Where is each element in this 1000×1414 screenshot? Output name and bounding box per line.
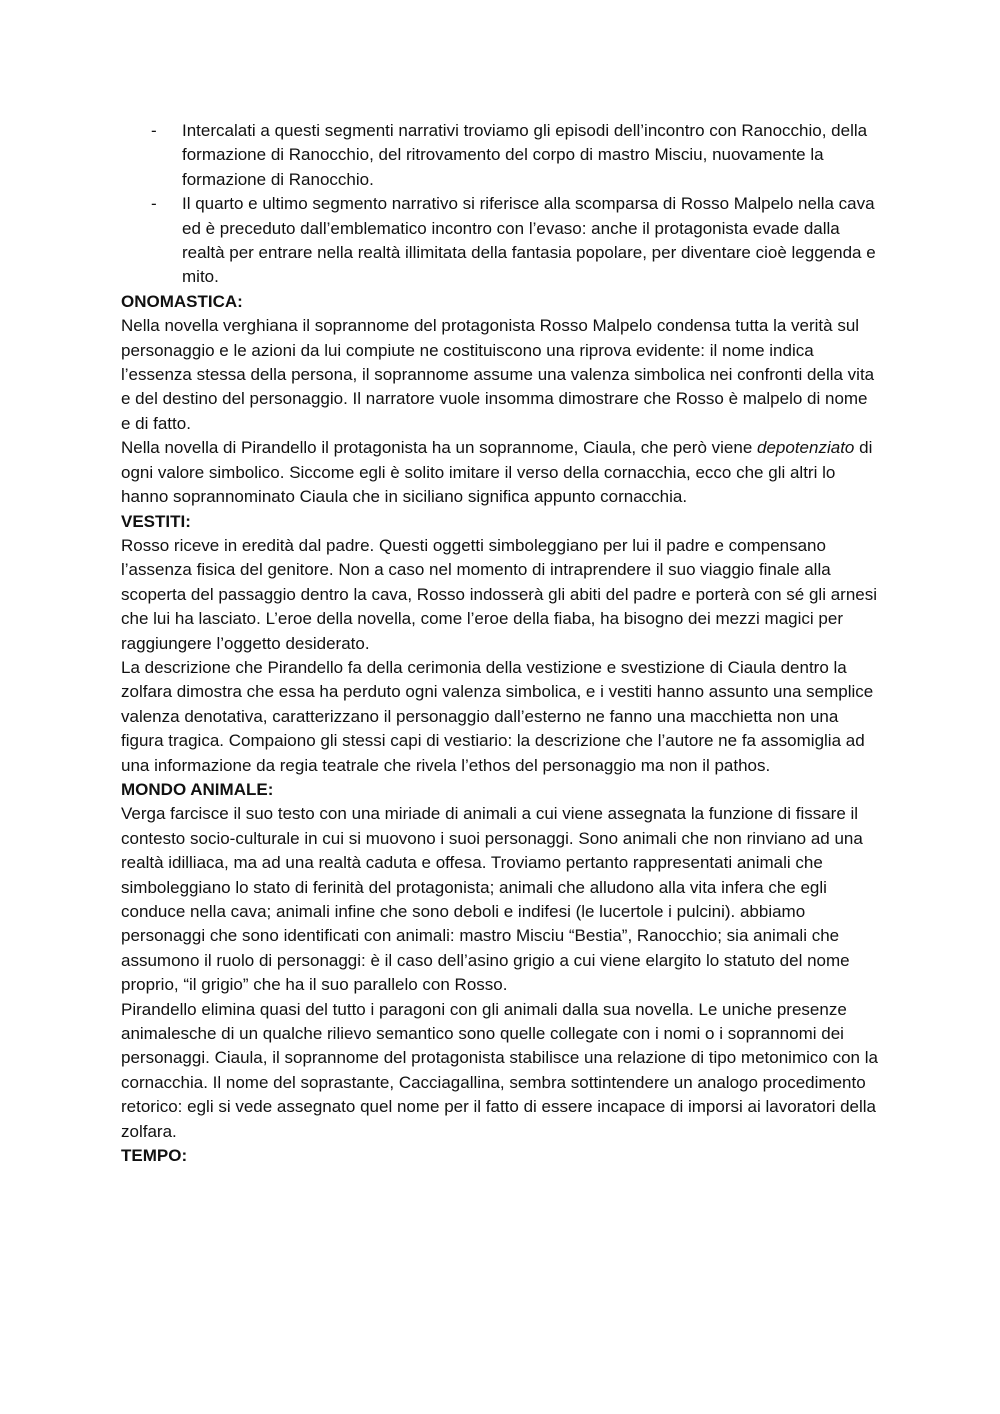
section-heading-onomastica: ONOMASTICA:: [121, 291, 243, 311]
list-item: [121, 192, 881, 290]
document-page: [121, 119, 881, 1168]
section-heading-mondo-animale: MONDO ANIMALE:: [121, 779, 274, 799]
bullet-list: [121, 119, 881, 290]
paragraph-text: Nella novella di Pirandello il protagonista ha un soprannome, Ciaula, che però viene: [121, 438, 758, 458]
bullet-marker: -: [151, 121, 157, 140]
list-item: [121, 119, 881, 192]
paragraph: La descrizione che Pirandello fa della cerimonia della vestizione e svestizione di Ciaula dentro la zolfara dimostra che essa ha perduto ogni valenza simbolica, e i vestiti hanno assunto una semplice valenza denotativa, caratterizzano il personaggio dall’esterno ne fanno una macchietta non una figura tragica. Compaiono gli stessi capi di vestiario: la descrizione che l’autore ne fa assomiglia ad una informazione da regia teatrale che rivela l’ethos del personaggio ma non il pathos.: [121, 657, 874, 775]
bullet-marker: -: [151, 194, 157, 214]
paragraph: Pirandello elimina quasi del tutto i paragoni con gli animali dalla sua novella. Le uniche presenze animalesche di un qualche rilievo semantico sono quelle collegate con i nomi o i soprannomi dei personaggi. Ciaula, il soprannome del protagonista stabilisce una relazione di tipo metonimico con la cornacchia. Il nome del soprastante, Cacciagallina, sembra sottintendere un analogo procedimento retorico: egli si vede assegnato quel nome per il fatto di essere incapace di imporsi ai lavoratori della zolfara.: [121, 999, 878, 1141]
bullet-text: Intercalati a questi segmenti narrativi troviamo gli episodi dell’incontro con Ranocchio, della formazione di Ranocchio, del ritrovamento del corpo di mastro Misciu, nuovamente la formazione di Ranocchio.: [182, 121, 868, 189]
paragraph-text: di ogni valore simbolico. Siccome egli è solito imitare il verso della cornacchia, ecco che gli altri lo hanno soprannominato Ciaula che in siciliano significa appunto cornacchia.: [121, 438, 873, 507]
bullet-text: Il quarto e ultimo segmento narrativo si riferisce alla scomparsa di Rosso Malpelo nella cava ed è preceduto dall’emblematico incontro con l’evaso: anche il protagonista evade dalla realtà per entrare nella realtà illimitata della fantasia popolare, per diventare cioè leggenda e mito.: [182, 194, 876, 287]
section-heading-vestiti: VESTITI:: [121, 511, 191, 531]
paragraph: Nella novella verghiana il soprannome del protagonista Rosso Malpelo condensa tutta la verità sul personaggio e le azioni da lui compiute ne costituiscono una riprova evidente: il nome indica l’essenza stessa della persona, il soprannome assume una valenza simbolica nei confronti della vita e del destino del personaggio. Il narratore vuole insomma dimostrare che Rosso è malpelo di nome e di fatto.: [121, 316, 875, 433]
paragraph: Rosso riceve in eredità dal padre. Questi oggetti simboleggiano per lui il padre e compensano l’assenza fisica del genitore. Non a caso nel momento di intraprendere il suo viaggio finale alla scoperta del passaggio dentro la cava, Rosso indosserà gli abiti del padre e porterà con sé gli arnesi che lui ha lasciato. L’eroe della novella, come l’eroe della fiaba, ha bisogno dei mezzi magici per raggiungere l’oggetto desiderato.: [121, 535, 878, 653]
emphasized-word: depotenziato: [757, 438, 855, 458]
paragraph: [121, 436, 881, 509]
section-heading-tempo: TEMPO:: [121, 1146, 188, 1166]
paragraph: Verga farcisce il suo testo con una miriade di animali a cui viene assegnata la funzione di fissare il contesto socio-culturale in cui si muovono i suoi personaggi. Sono animali che non rinviano ad una realtà idilliaca, ma ad una realtà caduta e offesa. Troviamo pertanto rappresentati animali che simboleggiano lo stato di ferinità del protagonista; animali che alludono alla vita infera che egli conduce nella cava; animali infine che sono deboli e indifesi (le lucertole i pulcini). abbiamo personaggi che sono identificati con animali: mastro Misciu “Bestia”, Ranocchio; sia animali che assumono il ruolo di personaggi: è il caso dell’asino grigio a cui viene elargito lo statuto del nome proprio, “il grigio” che ha il suo parallelo con Rosso.: [121, 804, 863, 995]
